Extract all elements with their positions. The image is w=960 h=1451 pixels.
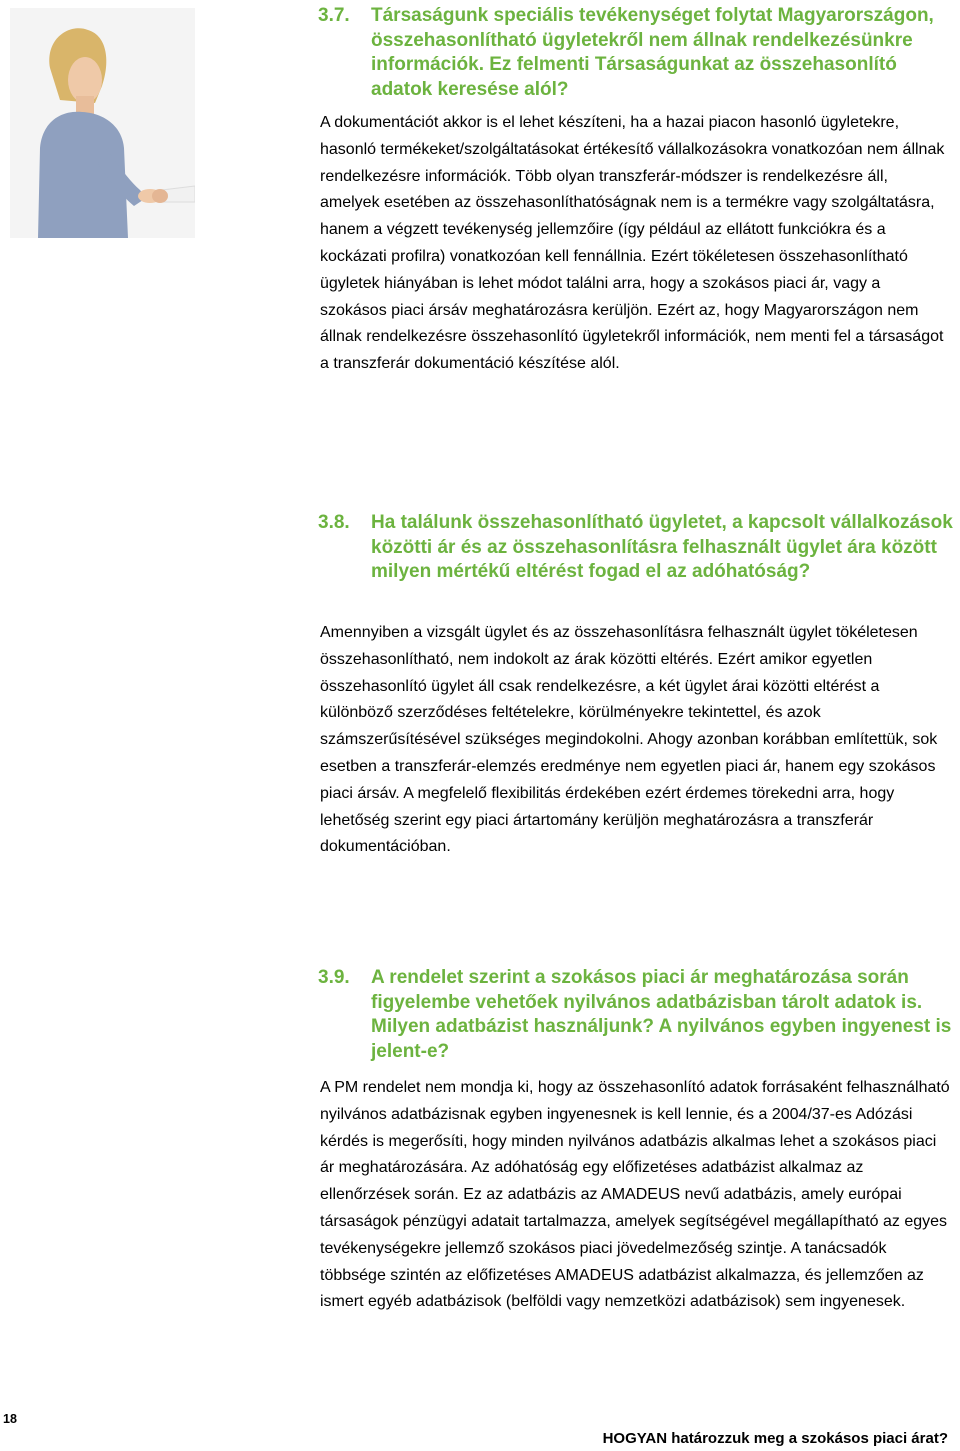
section-number: 3.9.	[318, 967, 350, 988]
photo-illustration	[10, 8, 195, 238]
section-title: Ha találunk összehasonlítható ügyletet, a kapcsolt vállalkozások közötti ár és az összehasonlításra felhasznált ügylet ára között milyen mértékű eltérést fogad el az adóhatóság?	[371, 512, 953, 582]
section-heading	[318, 966, 958, 1064]
page-number: 18	[3, 1412, 17, 1426]
section-heading	[318, 4, 958, 102]
section-title: Társaságunk speciális tevékenységet folytat Magyarországon, összehasonlítható ügyletekről nem állnak rendelkezésünkre információk. Ez felmenti Társaságunkat az összehasonlító adatok keresése alól?	[371, 5, 934, 100]
section-number: 3.8.	[318, 512, 350, 533]
section-body: Amennyiben a vizsgált ügylet és az összehasonlításra felhasznált ügylet tökéletesen összehasonlítható, nem indokolt az árak közötti eltérés. Ezért amikor egyetlen összehasonlító ügylet áll csak rendelkezésre, a két ügylet árai közötti eltérést a különböző szerződéses feltételekre, körülményekre tekintettel, és azok számszerűsítésével szükséges megindokolni. Ahogy azonban korábban említettük, sok esetben a transzferár-elemzés eredménye nem egyetlen piaci ár, hanem egy szokásos piaci ársáv. A megfelelő flexibilitás érdekében ezért érdemes törekedni arra, hogy lehetőség szerint egy piaci ártartomány kerüljön meghatározásra a transzferár dokumentációban.	[320, 624, 938, 856]
woman-handshake-photo	[10, 8, 195, 238]
section-heading	[318, 511, 958, 585]
section-number: 3.7.	[318, 5, 350, 26]
section-body: A dokumentációt akkor is el lehet készíteni, ha a hazai piacon hasonló ügyletekre, hasonló termékeket/szolgáltatásokat értékesítő vállalkozásokra vonatkozóan nem állnak rendelkezésre információk. Több olyan transzferár-módszer is rendelkezésre áll, amelyek esetében az összehasonlíthatóságnak nem is a termékre vagy szolgáltatásra, hanem a végzett tevékenység jellemzőire (így például az ellátott funkciókra és a kockázati profilra) vonatkozóan kell fennállnia. Ezért tökéletesen összehasonlítható ügyletek hiányában is lehet módot találni arra, hogy a szokásos piaci ár, vagy a szokásos piaci ársáv meghatározásra kerüljön. Ezért az, hogy Magyarországon nem állnak rendelkezésre összehasonlító ügyletekről információk, nem menti fel a társaságot a transzferár dokumentáció készítése alól.	[320, 114, 945, 373]
footer-title: HOGYAN határozzuk meg a szokásos piaci árat?	[602, 1430, 948, 1447]
section-body: A PM rendelet nem mondja ki, hogy az összehasonlító adatok forrásaként felhasználható nyilvános adatbázisnak egyben ingyenesnek is kell lennie, és a 2004/37-es Adózási kérdés is megerősíti, hogy minden nyilvános adatbázis alkalmas lehet a szokásos piaci ár meghatározására. Az adóhatóság egy előfizetéses adatbázist alkalmaz az ellenőrzések során. Ez az adatbázis az AMADEUS nevű adatbázis, amely európai társaságok pénzügyi adatait tartalmazza, amelyek segítségével megállapítható az egyes tevékenységekre jellemző szokásos piaci jövedelmezőség szintje. A tanácsadók többsége szintén az előfizetéses AMADEUS adatbázist alkalmazza, és jellemzően az ismert egyéb adatbázisok (belföldi vagy nemzetközi adatbázisok) sem ingyenesek.	[320, 1079, 950, 1311]
section-title: A rendelet szerint a szokásos piaci ár meghatározása során figyelembe vehetőek nyilvános adatbázisban tárolt adatok is. Milyen adatbázist használjunk? A nyilvános egyben ingyenest is jelent-e?	[371, 967, 952, 1062]
